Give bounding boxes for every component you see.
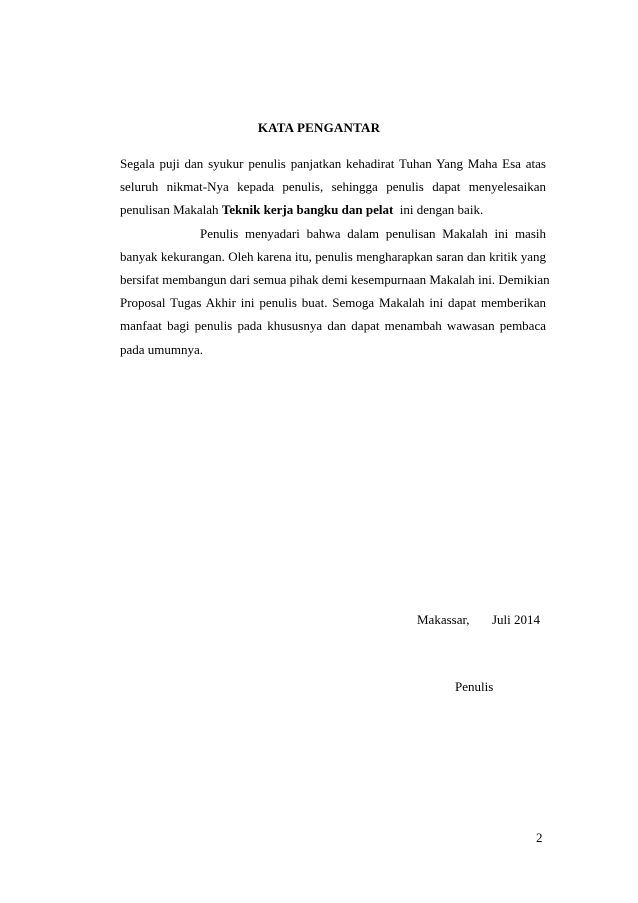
makalah-title-bold: Teknik kerja bangku dan pelat: [221, 202, 394, 218]
page-title: KATA PENGANTAR: [257, 120, 381, 135]
paragraph-line: Segala puji dan syukur penulis panjatkan kehadirat Tuhan Yang Maha Esa atas: [120, 156, 546, 171]
paragraph-line: pada umumnya.: [120, 341, 204, 357]
signature-city: Makassar,: [417, 612, 470, 627]
signature-author: Penulis: [455, 679, 494, 694]
paragraph-text: penulisan Makalah: [120, 202, 222, 218]
paragraph-line: seluruh nikmat-Nya kepada penulis, sehingga penulis dapat menyelesaikan: [120, 179, 546, 195]
paragraph-line: Proposal Tugas Akhir ini penulis buat. Semoga Makalah ini dapat memberikan: [120, 295, 546, 311]
paragraph-line: banyak kekurangan. Oleh karena itu, penulis mengharapkan saran dan kritik yang: [120, 248, 546, 264]
paragraph-line: manfaat bagi penulis pada khususnya dan dapat menambah wawasan pembaca: [120, 318, 546, 334]
paragraph-line: [120, 198, 546, 221]
signature-date: Juli 2014: [492, 612, 541, 627]
paragraph-second: [120, 222, 550, 361]
paragraph-text: ini dengan baik.: [393, 202, 484, 218]
page-number: 2: [536, 830, 543, 845]
paragraph-opening: [120, 152, 546, 222]
paragraph-line: Penulis menyadari bahwa dalam penulisan Makalah ini masih: [200, 225, 546, 241]
paragraph-line: bersifat membangun dari semua pihak demi kesempurnaan Makalah ini. Demikian: [120, 271, 550, 287]
